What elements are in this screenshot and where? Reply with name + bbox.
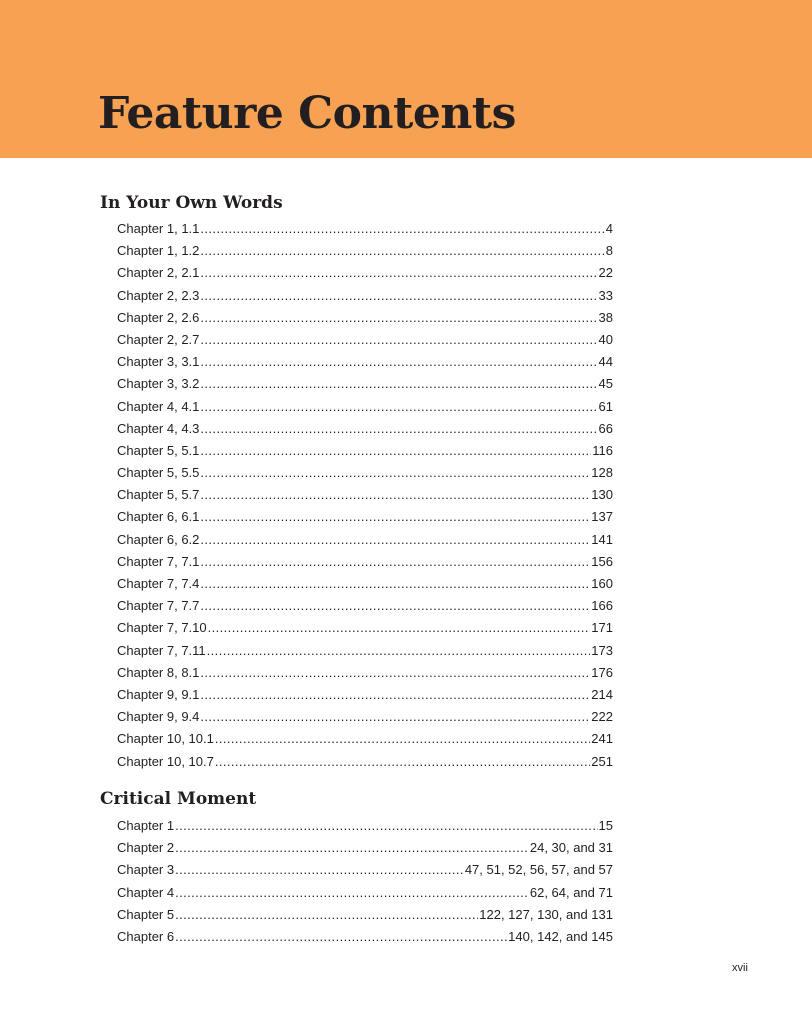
toc-entry[interactable] — [117, 926, 613, 948]
toc-entry-page: 61 — [598, 398, 613, 414]
toc-entry-page: 173 — [591, 642, 613, 658]
section-heading-in-your-own-words: In Your Own Words — [100, 193, 283, 213]
toc-entry[interactable] — [117, 573, 613, 595]
toc-entry-label: Chapter 4, 4.3 — [117, 420, 200, 436]
dot-leader — [200, 573, 590, 595]
toc-entry[interactable] — [117, 418, 613, 440]
toc-entry-page: 24, 30, and 31 — [529, 840, 613, 856]
toc-entry[interactable] — [117, 285, 613, 307]
dot-leader — [175, 926, 507, 948]
toc-entry-page: 214 — [591, 686, 613, 702]
dot-leader — [200, 551, 590, 573]
toc-entry-label: Chapter 1 — [117, 818, 175, 833]
dot-leader — [200, 240, 604, 262]
toc-entry-page: 241 — [591, 731, 613, 747]
toc-entry[interactable] — [117, 373, 613, 395]
toc-entry-page: 66 — [598, 420, 613, 436]
toc-entry-label: Chapter 2, 2.1 — [117, 265, 200, 281]
toc-entry-page: 128 — [591, 465, 613, 481]
toc-entry[interactable] — [117, 484, 613, 506]
toc-entry-label: Chapter 7, 7.10 — [117, 620, 207, 636]
toc-entry[interactable] — [117, 529, 613, 551]
toc-entry-page: 251 — [591, 753, 613, 769]
toc-entry[interactable] — [117, 351, 613, 373]
toc-entry-label: Chapter 3, 3.2 — [117, 376, 200, 392]
toc-list-in-your-own-words — [117, 218, 613, 773]
toc-entry-page: 137 — [591, 509, 613, 525]
toc-entry[interactable] — [117, 815, 613, 837]
toc-entry-label: Chapter 3 — [117, 862, 175, 878]
toc-entry[interactable] — [117, 506, 613, 528]
dot-leader — [200, 285, 597, 307]
toc-entry-label: Chapter 10, 10.7 — [117, 753, 214, 769]
toc-entry-label: Chapter 2, 2.7 — [117, 331, 200, 347]
toc-entry-label: Chapter 9, 9.1 — [117, 686, 200, 702]
toc-list-critical-moment — [117, 815, 613, 948]
dot-leader — [200, 506, 590, 528]
toc-entry[interactable] — [117, 684, 613, 706]
toc-entry-label: Chapter 10, 10.1 — [117, 731, 214, 747]
dot-leader — [207, 640, 591, 662]
toc-entry-label: Chapter 2, 2.6 — [117, 309, 200, 325]
toc-entry-page: 122, 127, 130, and 131 — [479, 906, 613, 922]
dot-leader — [175, 859, 464, 881]
toc-entry-page: 62, 64, and 71 — [529, 884, 613, 900]
dot-leader — [200, 462, 590, 484]
toc-entry[interactable] — [117, 706, 613, 728]
toc-entry-label: Chapter 5, 5.7 — [117, 487, 200, 503]
toc-entry-label: Chapter 7, 7.1 — [117, 553, 200, 569]
toc-entry-label: Chapter 6, 6.1 — [117, 509, 200, 525]
toc-entry-label: Chapter 6 — [117, 928, 175, 944]
toc-entry-page: 171 — [591, 620, 613, 636]
toc-entry-page: 176 — [591, 664, 613, 680]
dot-leader — [200, 662, 590, 684]
dot-leader — [175, 837, 529, 859]
toc-entry-label: Chapter 9, 9.4 — [117, 709, 200, 725]
dot-leader — [200, 595, 590, 617]
toc-entry-page: 45 — [598, 376, 613, 392]
toc-entry-page: 8 — [605, 243, 613, 259]
toc-entry[interactable] — [117, 640, 613, 662]
dot-leader — [200, 329, 597, 351]
toc-entry[interactable] — [117, 662, 613, 684]
toc-entry[interactable] — [117, 617, 613, 639]
toc-entry-label: Chapter 4 — [117, 884, 175, 900]
toc-entry-label: Chapter 5 — [117, 906, 175, 922]
toc-entry-page: 38 — [598, 309, 613, 325]
toc-entry-page: 15 — [598, 818, 613, 833]
toc-entry[interactable] — [117, 440, 613, 462]
toc-entry-label: Chapter 3, 3.1 — [117, 354, 200, 370]
section-heading-critical-moment: Critical Moment — [100, 789, 257, 809]
toc-entry-page: 4 — [605, 221, 613, 236]
dot-leader — [208, 617, 591, 639]
toc-entry-label: Chapter 2 — [117, 840, 175, 856]
toc-entry-page: 116 — [592, 442, 613, 458]
toc-entry-page: 47, 51, 52, 56, 57, and 57 — [464, 862, 613, 878]
dot-leader — [200, 484, 590, 506]
toc-entry[interactable] — [117, 396, 613, 418]
page-number: xvii — [732, 962, 748, 974]
toc-entry-label: Chapter 7, 7.4 — [117, 576, 200, 591]
toc-entry[interactable] — [117, 904, 613, 926]
toc-entry[interactable] — [117, 859, 613, 881]
toc-entry[interactable] — [117, 329, 613, 351]
dot-leader — [200, 684, 590, 706]
toc-entry[interactable] — [117, 551, 613, 573]
dot-leader — [175, 904, 478, 926]
toc-entry[interactable] — [117, 218, 613, 240]
toc-entry-page: 130 — [591, 487, 613, 503]
toc-entry-page: 40 — [598, 331, 613, 347]
dot-leader — [200, 418, 597, 440]
toc-entry[interactable] — [117, 307, 613, 329]
dot-leader — [200, 396, 597, 418]
toc-entry-page: 222 — [591, 709, 613, 725]
dot-leader — [200, 706, 590, 728]
toc-entry-label: Chapter 7, 7.7 — [117, 598, 200, 614]
toc-entry-page: 160 — [591, 576, 613, 591]
toc-entry-label: Chapter 1, 1.2 — [117, 243, 200, 259]
dot-leader — [200, 351, 597, 373]
toc-entry-page: 44 — [598, 354, 613, 370]
dot-leader — [215, 728, 590, 750]
toc-entry-label: Chapter 7, 7.11 — [117, 642, 206, 658]
dot-leader — [175, 882, 529, 904]
page-title: Feature Contents — [98, 88, 516, 139]
dot-leader — [200, 440, 591, 462]
toc-entry[interactable] — [117, 728, 613, 750]
dot-leader — [200, 307, 597, 329]
toc-entry[interactable] — [117, 595, 613, 617]
toc-entry[interactable] — [117, 882, 613, 904]
dot-leader — [175, 815, 597, 837]
toc-entry-page: 140, 142, and 145 — [508, 928, 613, 944]
toc-entry[interactable] — [117, 240, 613, 262]
dot-leader — [200, 529, 590, 551]
toc-entry-label: Chapter 1, 1.1 — [117, 221, 200, 236]
dot-leader — [200, 262, 597, 284]
toc-entry-page: 141 — [591, 531, 613, 547]
toc-entry-label: Chapter 8, 8.1 — [117, 664, 200, 680]
toc-entry-label: Chapter 5, 5.5 — [117, 465, 200, 481]
toc-entry[interactable] — [117, 462, 613, 484]
toc-entry-page: 33 — [598, 287, 613, 303]
toc-entry-page: 22 — [598, 265, 613, 281]
toc-entry[interactable] — [117, 837, 613, 859]
dot-leader — [200, 218, 604, 240]
toc-entry[interactable] — [117, 262, 613, 284]
toc-entry-label: Chapter 5, 5.1 — [117, 442, 200, 458]
toc-entry-label: Chapter 4, 4.1 — [117, 398, 200, 414]
toc-entry-page: 156 — [591, 553, 613, 569]
toc-entry-page: 166 — [591, 598, 613, 614]
toc-entry-label: Chapter 6, 6.2 — [117, 531, 200, 547]
dot-leader — [200, 373, 597, 395]
toc-entry-label: Chapter 2, 2.3 — [117, 287, 200, 303]
dot-leader — [215, 751, 590, 773]
toc-entry[interactable] — [117, 751, 613, 773]
